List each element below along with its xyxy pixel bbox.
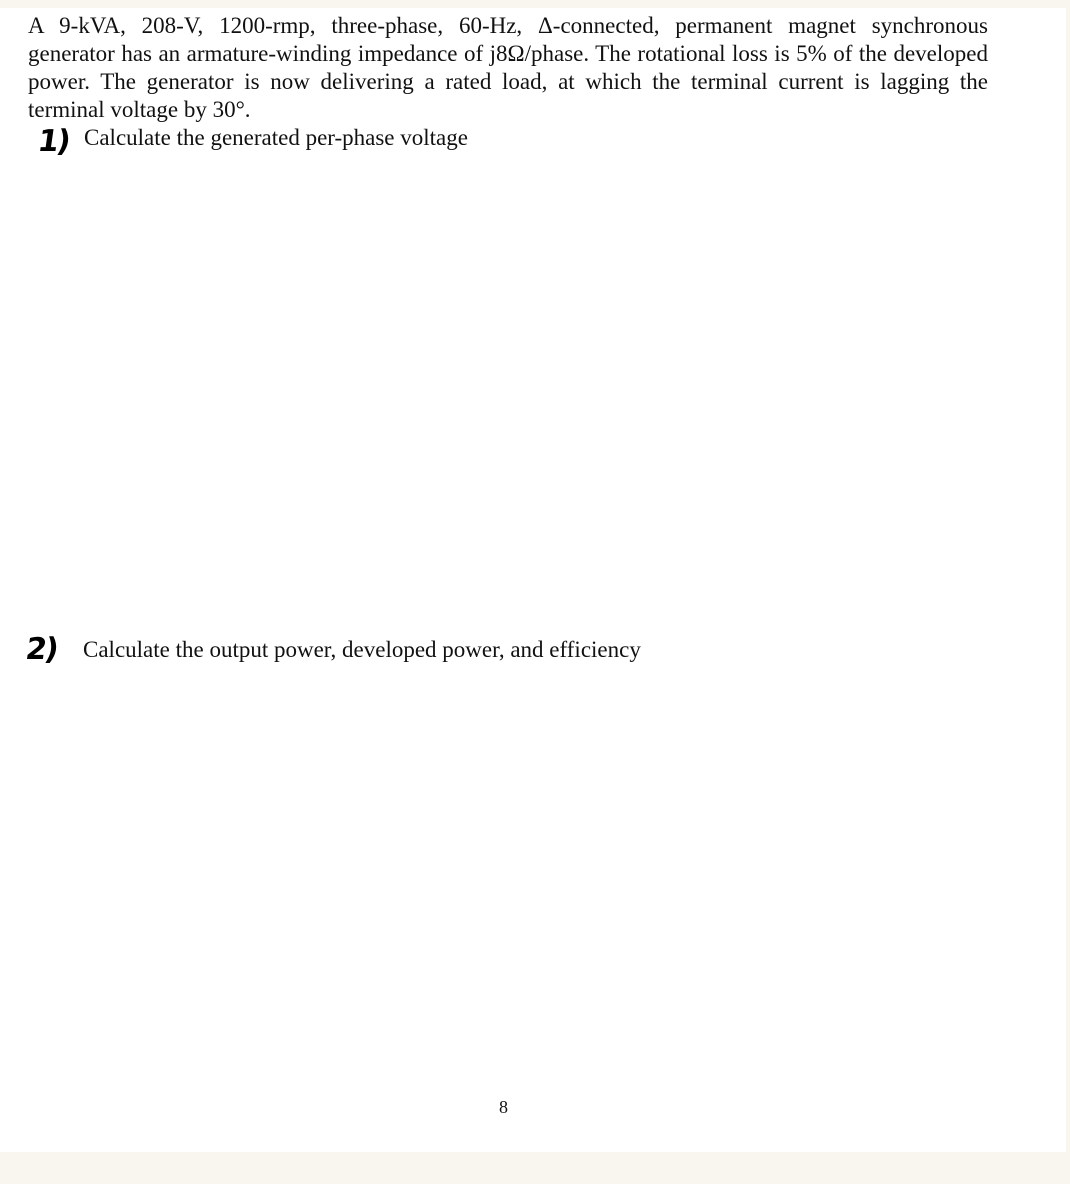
- page-number: 8: [499, 1097, 508, 1117]
- problem-statement: A 9-kVA, 208-V, 1200-rmp, three-phase, 60-Hz, Δ-connected, permanent magnet synchronous generator has an armature-winding impedance of j8Ω/phase. The rotational loss is 5% of the developed power. The generator is now delivering a rated load, at which the terminal current is lagging the terminal voltage by 30°.: [28, 13, 988, 122]
- question-2-text: Calculate the output power, developed power, and efficiency: [83, 637, 641, 662]
- question-1-text: Calculate the generated per-phase voltage: [84, 125, 468, 150]
- question-2-handwritten-number: 2): [23, 632, 60, 667]
- document-page: [0, 8, 1066, 1152]
- question-1-handwritten-number: 1): [35, 124, 72, 159]
